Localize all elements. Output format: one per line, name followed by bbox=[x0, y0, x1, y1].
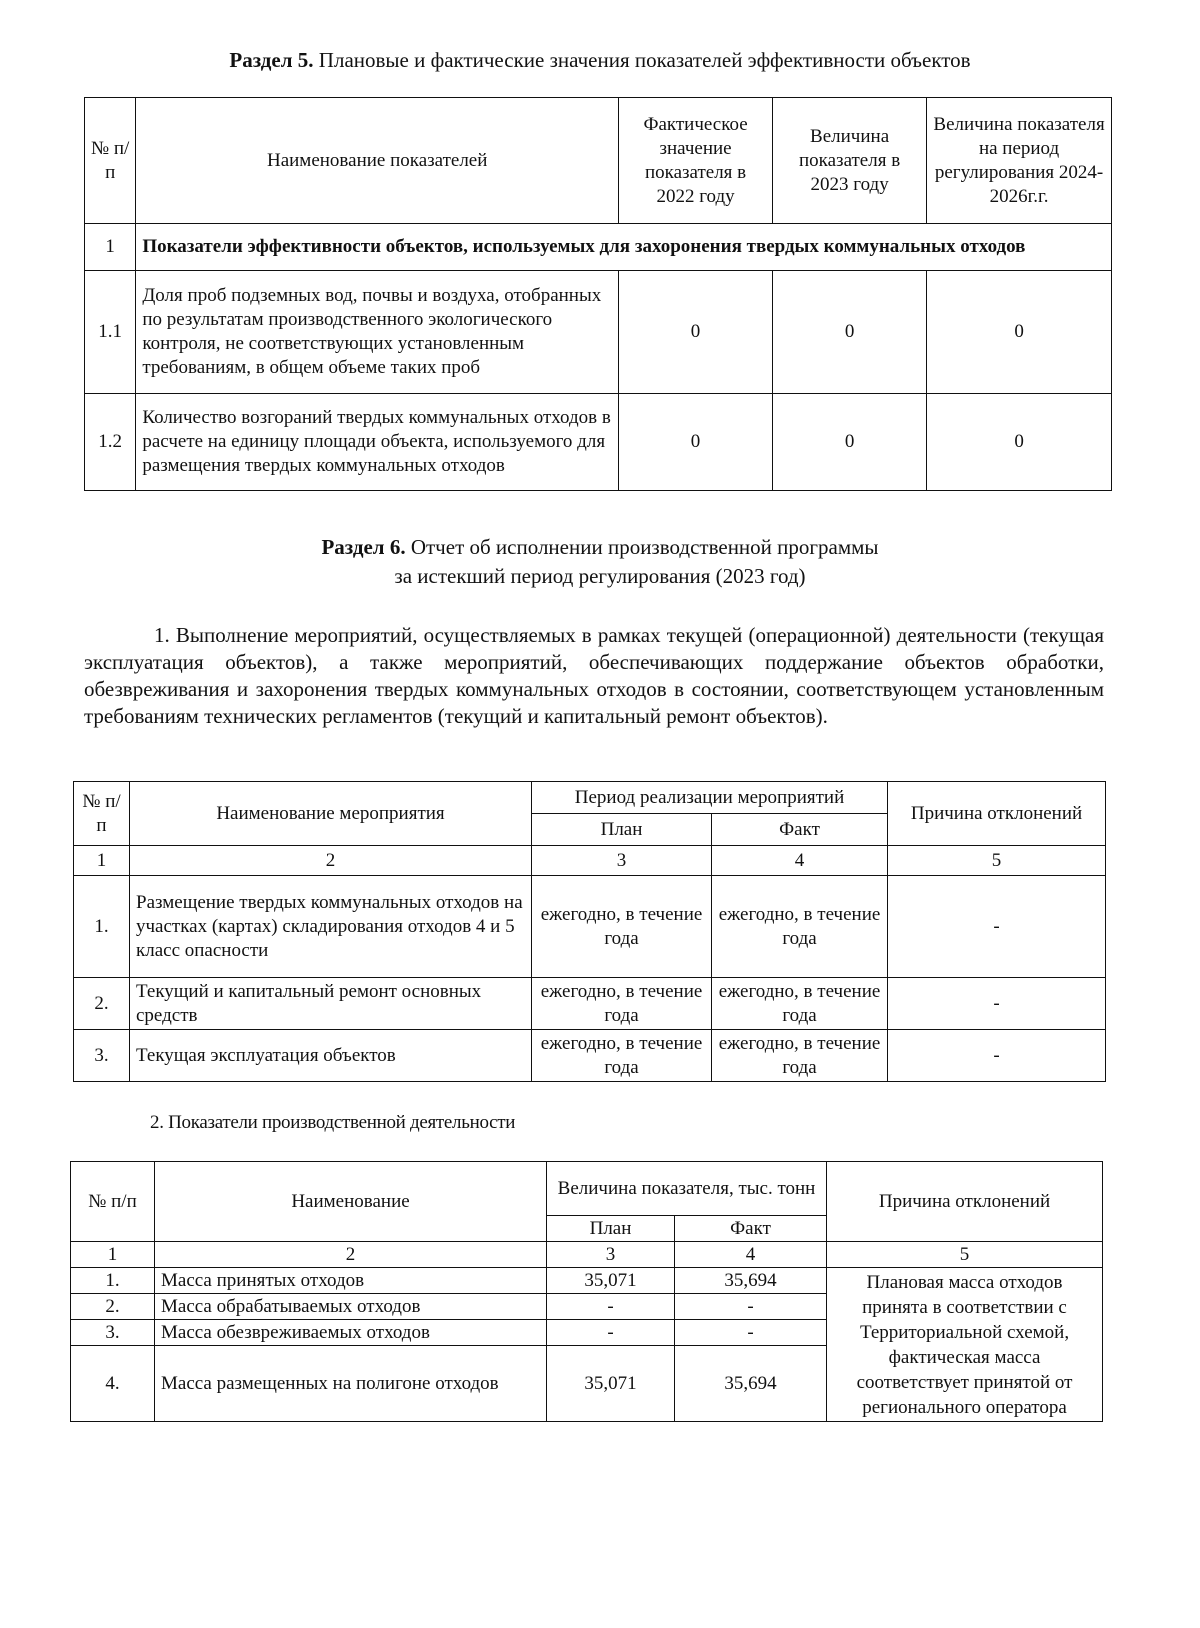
row-plan: ежегодно, в течение года bbox=[532, 978, 712, 1030]
colnum: 4 bbox=[712, 846, 888, 876]
header-num: № п/п bbox=[85, 98, 136, 224]
section6-title bbox=[100, 533, 1100, 561]
row-value: 0 bbox=[773, 271, 927, 394]
table-row bbox=[85, 271, 1112, 394]
activities-header-row bbox=[74, 782, 1106, 814]
row-value: 0 bbox=[927, 271, 1112, 394]
header-reason: Причина отклонений bbox=[888, 782, 1106, 846]
colnum: 1 bbox=[74, 846, 130, 876]
section5-title-bold: Раздел 5. bbox=[229, 48, 314, 72]
row-num: 1. bbox=[71, 1268, 155, 1294]
production-header-row bbox=[71, 1162, 1103, 1216]
row-num: 3. bbox=[71, 1320, 155, 1346]
header-period: Период реализации мероприятий bbox=[532, 782, 888, 814]
header-name: Наименование мероприятия bbox=[130, 782, 532, 846]
header-fact: Факт bbox=[712, 814, 888, 846]
header-plan: План bbox=[547, 1216, 675, 1242]
row-name: Текущая эксплуатация объектов bbox=[130, 1030, 532, 1082]
header-val2023: Величина показателя в 2023 году bbox=[773, 98, 927, 224]
header-plan: План bbox=[532, 814, 712, 846]
header-name: Наименование bbox=[155, 1162, 547, 1242]
colnum: 1 bbox=[71, 1242, 155, 1268]
row-name: Масса обрабатываемых отходов bbox=[155, 1294, 547, 1320]
row-num: 2. bbox=[74, 978, 130, 1030]
row-name: Доля проб подземных вод, почвы и воздуха, отобранных по результатам производственного экологического контроля, не соответствующих установленным требованиям, в общем объеме таких проб bbox=[136, 271, 619, 394]
row-name: Размещение твердых коммунальных отходов на участках (картах) складирования отходов 4 и 5 класс опасности bbox=[130, 876, 532, 978]
header-name: Наименование показателей bbox=[136, 98, 619, 224]
section5-group-row bbox=[85, 224, 1112, 271]
colnum: 3 bbox=[532, 846, 712, 876]
activities-table bbox=[73, 781, 1106, 1082]
row-plan: - bbox=[547, 1294, 675, 1320]
section6-title-line2: за истекший период регулирования (2023 год) bbox=[394, 564, 806, 588]
row-name: Текущий и капитальный ремонт основных средств bbox=[130, 978, 532, 1030]
row-fact: - bbox=[675, 1320, 827, 1346]
section6-title-bold: Раздел 6. bbox=[321, 535, 406, 559]
row-plan: ежегодно, в течение года bbox=[532, 1030, 712, 1082]
colnum: 2 bbox=[155, 1242, 547, 1268]
row-name: Масса размещенных на полигоне отходов bbox=[155, 1346, 547, 1422]
group-name: Показатели эффективности объектов, используемых для захоронения твердых коммунальных отходов bbox=[136, 224, 1112, 271]
table-row bbox=[74, 978, 1106, 1030]
row-fact: ежегодно, в течение года bbox=[712, 1030, 888, 1082]
header-period: Величина показателя на период регулирования 2024-2026г.г. bbox=[927, 98, 1112, 224]
header-reason: Причина отклонений bbox=[827, 1162, 1103, 1242]
header-fact: Факт bbox=[675, 1216, 827, 1242]
paragraph-1 bbox=[84, 622, 1104, 730]
header-fact2022: Фактическое значение показателя в 2022 году bbox=[619, 98, 773, 224]
colnum: 3 bbox=[547, 1242, 675, 1268]
group-num: 1 bbox=[85, 224, 136, 271]
row-num: 4. bbox=[71, 1346, 155, 1422]
colnum: 5 bbox=[888, 846, 1106, 876]
paragraph-1-text: 1. Выполнение мероприятий, осуществляемых в рамках текущей (операционной) деятельности (текущая эксплуатация объектов), а также мероприятий, обеспечивающих поддержание объектов обработки, обезвреживания и захоронения твердых коммунальных отходов в состоянии, соответствующем установленным требованиям технических регламентов (текущий и капитальный ремонт объектов). bbox=[84, 623, 1104, 728]
row-name: Масса обезвреживаемых отходов bbox=[155, 1320, 547, 1346]
row-name: Масса принятых отходов bbox=[155, 1268, 547, 1294]
header-value: Величина показателя, тыс. тонн bbox=[547, 1162, 827, 1216]
colnum: 5 bbox=[827, 1242, 1103, 1268]
row-plan: ежегодно, в течение года bbox=[532, 876, 712, 978]
row-num: 1. bbox=[74, 876, 130, 978]
row-value: 0 bbox=[927, 394, 1112, 491]
row-value: 0 bbox=[619, 271, 773, 394]
row-reason: - bbox=[888, 876, 1106, 978]
colnum: 4 bbox=[675, 1242, 827, 1268]
row-num: 3. bbox=[74, 1030, 130, 1082]
row-fact: - bbox=[675, 1294, 827, 1320]
section5-title-rest: Плановые и фактические значения показателей эффективности объектов bbox=[313, 48, 971, 72]
row-reason: - bbox=[888, 1030, 1106, 1082]
header-num: № п/п bbox=[71, 1162, 155, 1242]
row-reason: - bbox=[888, 978, 1106, 1030]
row-num: 1.1 bbox=[85, 271, 136, 394]
row-fact: 35,694 bbox=[675, 1268, 827, 1294]
section5-title bbox=[100, 46, 1100, 74]
row-plan: 35,071 bbox=[547, 1268, 675, 1294]
row-fact: ежегодно, в течение года bbox=[712, 978, 888, 1030]
production-table bbox=[70, 1161, 1103, 1422]
activities-colnum-row bbox=[74, 846, 1106, 876]
production-colnum-row bbox=[71, 1242, 1103, 1268]
table-row bbox=[74, 876, 1106, 978]
subtitle-2: 2. Показатели производственной деятельности bbox=[150, 1112, 516, 1133]
row-name: Количество возгораний твердых коммунальных отходов в расчете на единицу площади объекта, используемого для размещения твердых коммунальных отходов bbox=[136, 394, 619, 491]
table-row bbox=[85, 394, 1112, 491]
section5-header-row bbox=[85, 98, 1112, 224]
row-num: 1.2 bbox=[85, 394, 136, 491]
row-fact: 35,694 bbox=[675, 1346, 827, 1422]
row-value: 0 bbox=[619, 394, 773, 491]
row-fact: ежегодно, в течение года bbox=[712, 876, 888, 978]
row-value: 0 bbox=[773, 394, 927, 491]
section6-title-rest: Отчет об исполнении производственной программы bbox=[405, 535, 879, 559]
row-num: 2. bbox=[71, 1294, 155, 1320]
row-plan: 35,071 bbox=[547, 1346, 675, 1422]
colnum: 2 bbox=[130, 846, 532, 876]
table-row bbox=[74, 1030, 1106, 1082]
header-num: № п/п bbox=[74, 782, 130, 846]
section5-table bbox=[84, 97, 1112, 491]
reason-text: Плановая масса отходов принята в соответствии с Территориальной схемой, фактическая масса соответствует принятой от регионального оператора bbox=[827, 1268, 1103, 1422]
row-plan: - bbox=[547, 1320, 675, 1346]
table-row bbox=[71, 1268, 1103, 1294]
